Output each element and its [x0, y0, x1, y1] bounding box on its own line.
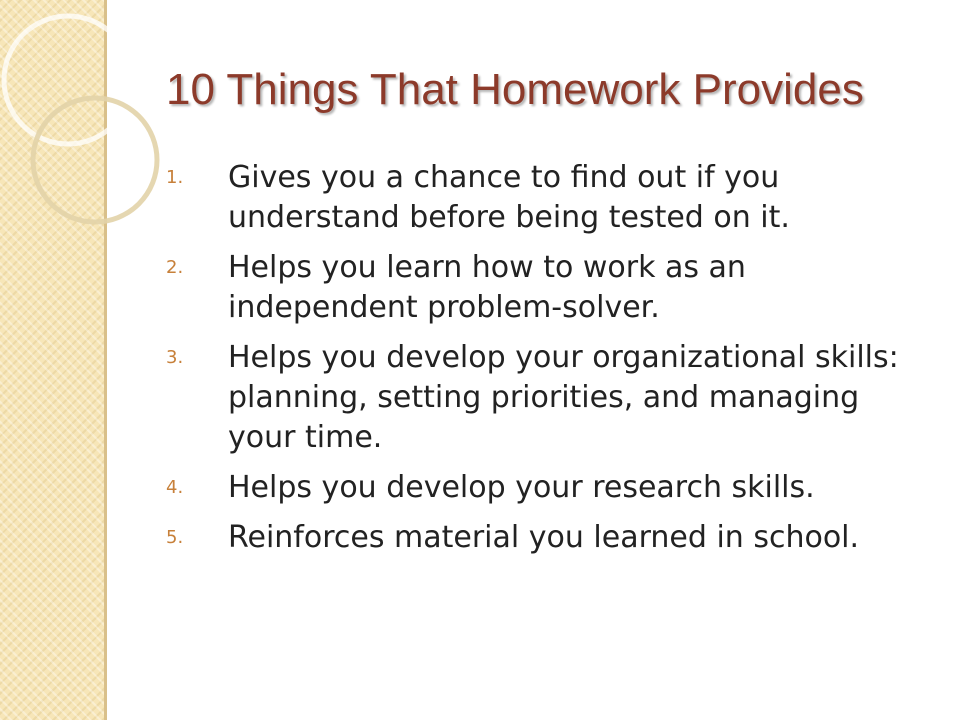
list-item-text: Gives you a chance to find out if you understand before being tested on it. — [228, 160, 790, 235]
list-item — [166, 158, 926, 238]
list-item — [166, 248, 926, 328]
decorative-rings — [0, 0, 160, 300]
list-item-text: Helps you learn how to work as an independent problem-solver. — [228, 250, 746, 325]
list-item — [166, 518, 926, 558]
list-item-text: Reinforces material you learned in school. — [228, 520, 860, 555]
list-number: 2. — [166, 257, 184, 278]
list-item-text: Helps you develop your organizational skills: planning, setting priorities, and managing your time. — [228, 340, 899, 455]
list-item-text: Helps you develop your research skills. — [228, 470, 815, 505]
list-item — [166, 468, 926, 508]
slide-title: 10 Things That Homework Provides — [166, 65, 864, 114]
list-number: 5. — [166, 527, 184, 548]
list-item — [166, 338, 926, 458]
decorative-ring-small — [33, 98, 157, 222]
list-number: 3. — [166, 347, 184, 368]
decorative-ring-large — [4, 16, 132, 144]
numbered-list — [166, 158, 926, 568]
list-number: 4. — [166, 477, 184, 498]
list-number: 1. — [166, 167, 184, 188]
